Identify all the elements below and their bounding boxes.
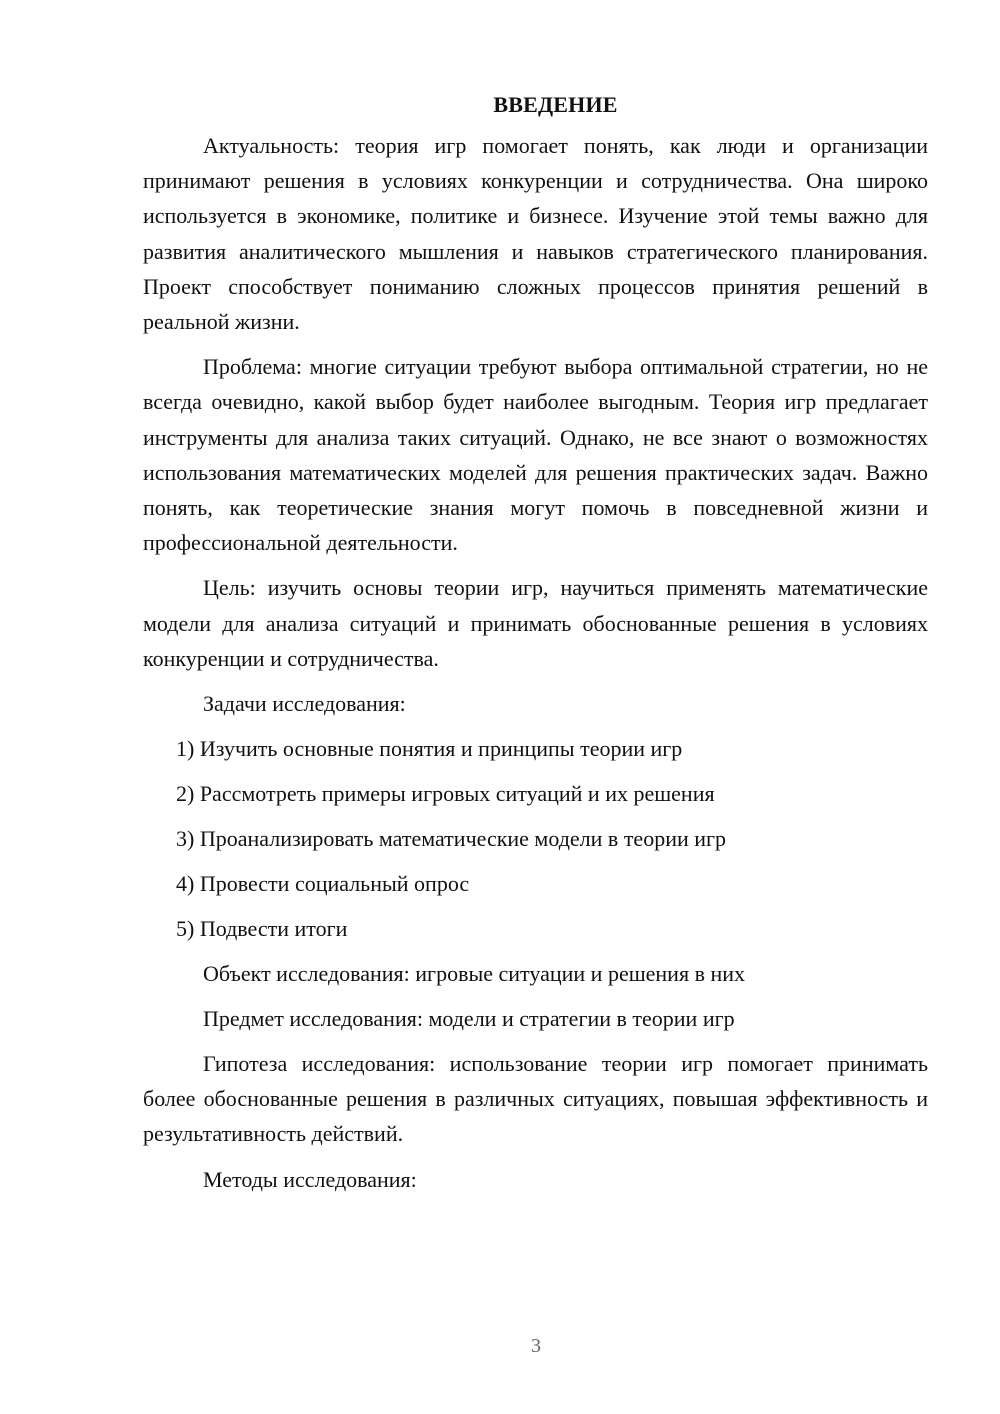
hypothesis-paragraph: Гипотеза исследования: использование теории игр помогает принимать более обоснованные решения в различных ситуациях, повышая эффективность и результативность действий. bbox=[143, 1051, 928, 1147]
tasks-heading: Задачи исследования: bbox=[203, 691, 406, 717]
research-subject: Предмет исследования: модели и стратегии в теории игр bbox=[203, 1006, 735, 1032]
task-item-4: 4) Провести социальный опрос bbox=[176, 871, 470, 897]
methods-heading: Методы исследования: bbox=[203, 1166, 417, 1192]
relevance-paragraph: Актуальность: теория игр помогает понять, как люди и организации принимают решения в условиях конкуренции и сотрудничества. Она широко используется в экономике, политике и бизнесе. Изучение этой темы важно для развития аналитического мышления и навыков стратегического планирования. Проект способствует пониманию сложных процессов принятия решений в реальной жизни. bbox=[143, 133, 928, 335]
task-item-5: 5) Подвести итоги bbox=[176, 916, 348, 942]
section-title: ВВЕДЕНИЕ bbox=[493, 92, 618, 117]
page-content bbox=[143, 92, 928, 1207]
task-item-2: 2) Рассмотреть примеры игровых ситуаций и их решения bbox=[176, 781, 715, 807]
research-object: Объект исследования: игровые ситуации и решения в них bbox=[203, 961, 746, 987]
task-item-3: 3) Проанализировать математические модели в теории игр bbox=[176, 826, 727, 852]
problem-paragraph: Проблема: многие ситуации требуют выбора оптимальной стратегии, но не всегда очевидно, какой выбор будет наиболее выгодным. Теория игр предлагает инструменты для анализа таких ситуаций. Однако, не все знают о возможностях использования математических моделей для решения практических задач. Важно понять, как теоретические знания могут помочь в повседневной жизни и профессиональной деятельности. bbox=[143, 354, 928, 556]
task-item-1: 1) Изучить основные понятия и принципы теории игр bbox=[176, 736, 683, 762]
goal-paragraph: Цель: изучить основы теории игр, научиться применять математические модели для анализа ситуаций и принимать обоснованные решения в условиях конкуренции и сотрудничества. bbox=[143, 575, 928, 671]
page-number: 3 bbox=[531, 1335, 541, 1357]
